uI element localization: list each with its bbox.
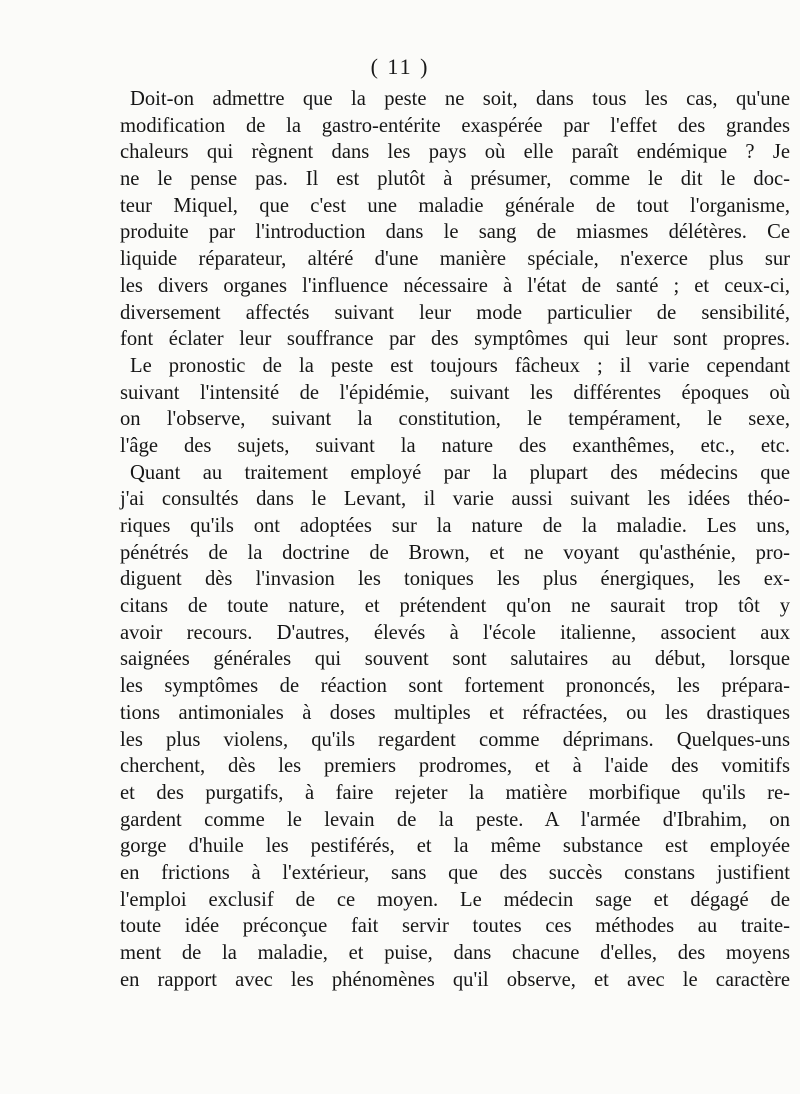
text-line: ne le pense pas. Il est plutôt à présumer, comme le dit le doc- xyxy=(120,168,790,191)
text-line: l'âge des sujets, suivant la nature des exanthêmes, etc., etc. xyxy=(120,434,790,457)
text-line: pénétrés de la doctrine de Brown, et ne voyant qu'asthénie, pro- xyxy=(120,541,790,564)
text-line: liquide réparateur, altéré d'une manière spéciale, n'exerce plus sur xyxy=(120,248,790,271)
text-line: gorge d'huile les pestiférés, et la même substance est employée xyxy=(120,835,790,858)
paragraph-prognosis xyxy=(110,353,790,460)
paragraph-treatment xyxy=(110,460,790,994)
text-line: avoir recours. D'autres, élevés à l'école italienne, associent aux xyxy=(120,621,790,644)
text-line: tions antimoniales à doses multiples et réfractées, ou les drastiques xyxy=(120,701,790,724)
text-line: diguent dès l'invasion les toniques les plus énergiques, les ex- xyxy=(120,568,790,591)
text-line: saignées générales qui souvent sont salutaires au début, lorsque xyxy=(120,648,790,671)
text-line: en rapport avec les phénomènes qu'il observe, et avec le caractère xyxy=(120,968,790,991)
text-line: riques qu'ils ont adoptées sur la nature de la maladie. Les uns, xyxy=(120,515,790,537)
text-line: produite par l'introduction dans le sang de miasmes délétères. Ce xyxy=(120,221,790,244)
text-line: font éclater leur souffrance par des symptômes qui leur sont propres. xyxy=(120,328,790,351)
body-text xyxy=(110,86,790,993)
text-line: j'ai consultés dans le Levant, il varie aussi suivant les idées théo- xyxy=(120,488,790,511)
text-line: suivant l'intensité de l'épidémie, suivant les différentes époques où xyxy=(120,381,790,404)
text-line: et des purgatifs, à faire rejeter la matière morbifique qu'ils re- xyxy=(120,781,790,804)
text-line: les symptômes de réaction sont fortement prononcés, les prépara- xyxy=(120,675,790,698)
text-line: modification de la gastro-entérite exaspérée par l'effet des grandes xyxy=(120,114,790,137)
text-line: gardent comme le levain de la peste. A l'armée d'Ibrahim, on xyxy=(120,808,790,831)
text-line: on l'observe, suivant la constitution, le tempérament, le sexe, xyxy=(120,408,790,431)
paragraph-plague-nature xyxy=(110,86,790,353)
text-line: Doit-on admettre que la peste ne soit, dans tous les cas, qu'une xyxy=(130,88,790,110)
text-line: cherchent, dès les premiers prodromes, et à l'aide des vomitifs xyxy=(120,755,790,778)
text-line: en frictions à l'extérieur, sans que des succès constans justifient xyxy=(120,861,790,884)
text-line: chaleurs qui règnent dans les pays où elle paraît endémique ? Je xyxy=(120,141,790,164)
text-line: teur Miquel, que c'est une maladie générale de tout l'organisme, xyxy=(120,194,790,217)
text-line: citans de toute nature, et prétendent qu'on ne saurait trop tôt y xyxy=(120,595,790,618)
text-line: diversement affectés suivant leur mode particulier de sensibilité, xyxy=(120,301,790,324)
text-line: Quant au traitement employé par la plupart des médecins que xyxy=(130,461,790,484)
text-line: toute idée préconçue fait servir toutes ces méthodes au traite- xyxy=(120,915,790,938)
text-line: ment de la maladie, et puise, dans chacune d'elles, des moyens xyxy=(120,942,790,964)
text-line: les plus violens, qu'ils regardent comme déprimans. Quelques-uns xyxy=(120,728,790,751)
text-line: les divers organes l'influence nécessaire à l'état de santé ; et ceux-ci, xyxy=(120,274,790,297)
text-line: Le pronostic de la peste est toujours fâcheux ; il varie cependant xyxy=(130,354,790,377)
text-line: l'emploi exclusif de ce moyen. Le médecin sage et dégagé de xyxy=(120,888,790,911)
page-number: ( 11 ) xyxy=(370,54,430,79)
